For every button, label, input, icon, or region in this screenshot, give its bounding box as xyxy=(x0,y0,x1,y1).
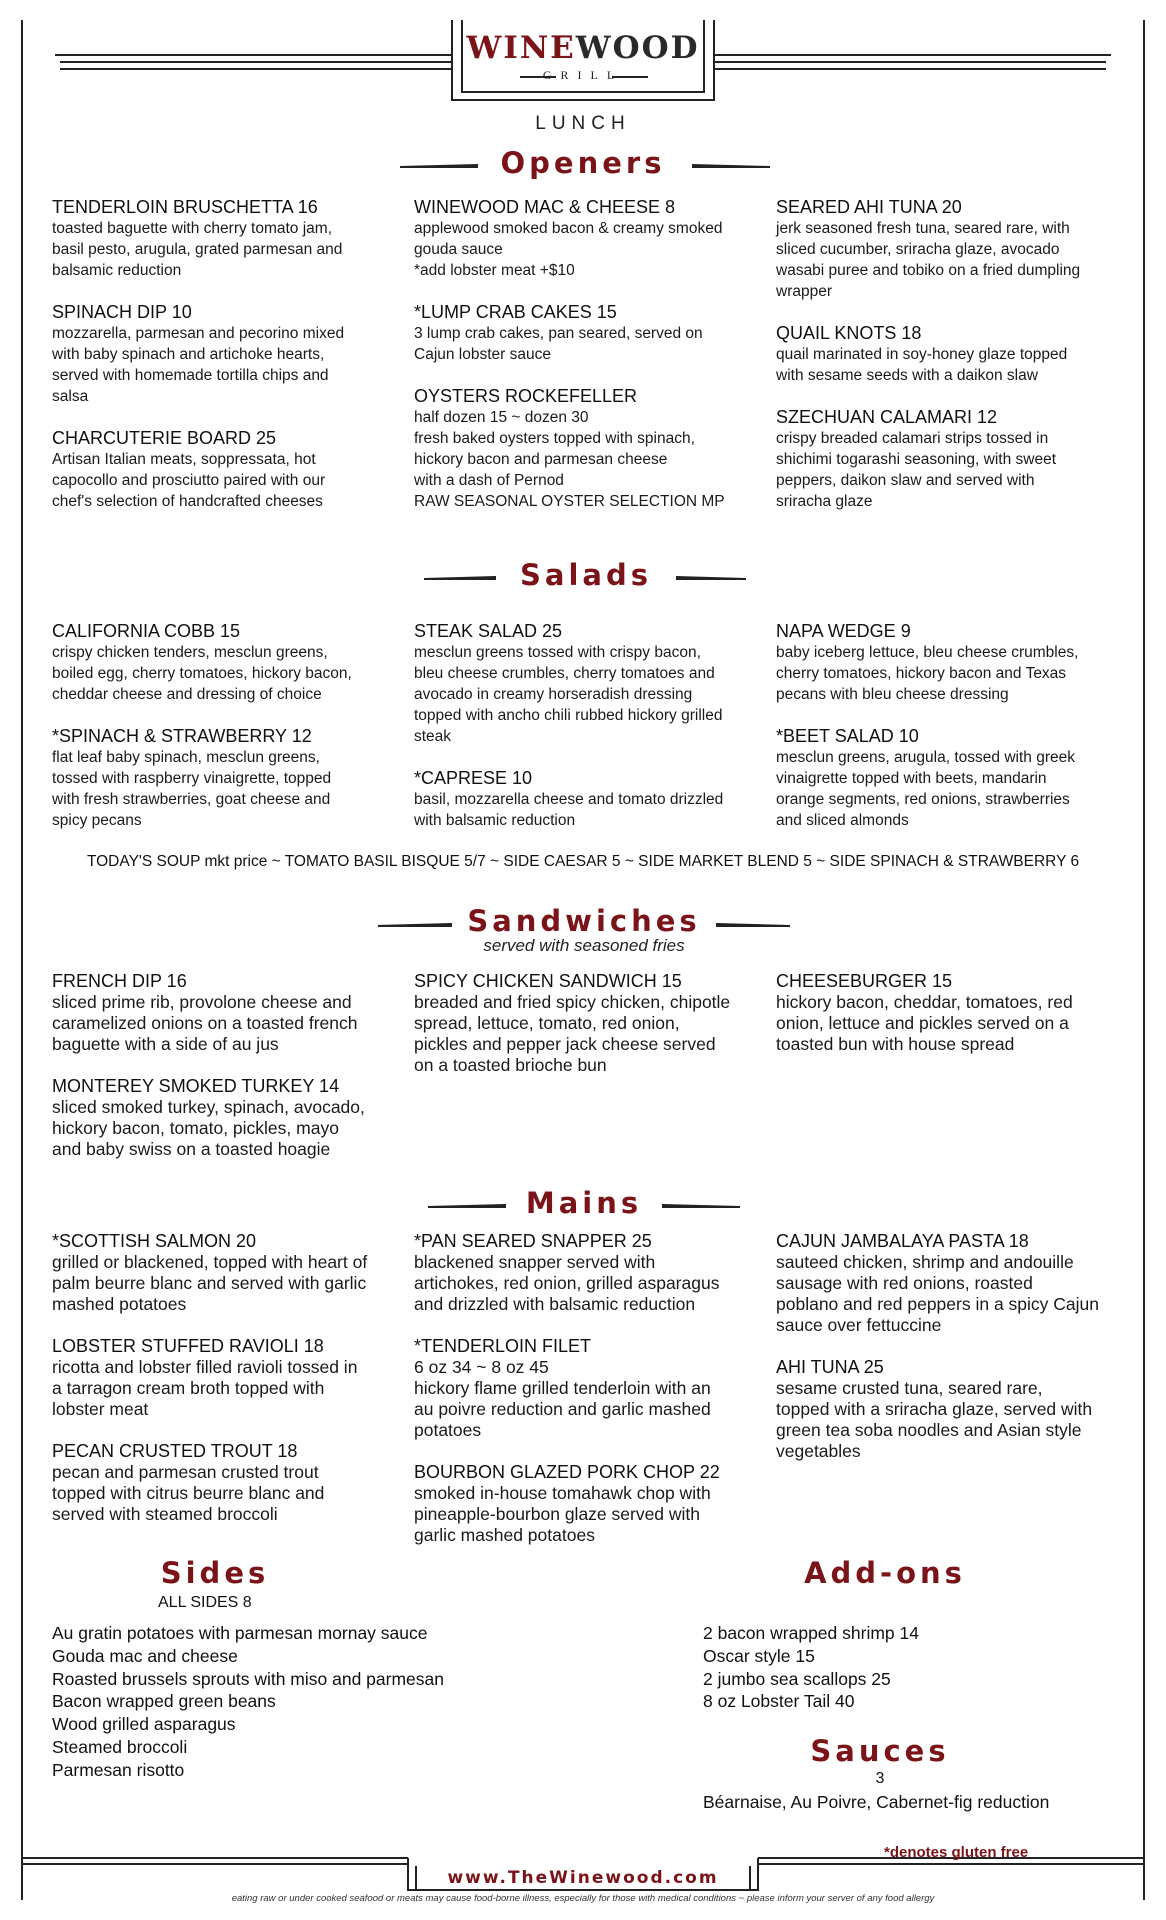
sauces-price: 3 xyxy=(875,1770,885,1787)
menu-item-name: QUAIL KNOTS 18 xyxy=(776,323,922,343)
menu-item-description-line: sliced smoked turkey, spinach, avocado, xyxy=(52,1097,365,1117)
section-sides xyxy=(150,1556,280,1590)
section-title: Salads xyxy=(520,558,652,592)
menu-item-name: NAPA WEDGE 9 xyxy=(776,621,911,641)
menu-item-description-line: with fresh strawberries, goat cheese and xyxy=(52,791,331,808)
menu-item-name: AHI TUNA 25 xyxy=(776,1357,884,1377)
menu-item-name: CHARCUTERIE BOARD 25 xyxy=(52,428,277,448)
menu-item-name: PECAN CRUSTED TROUT 18 xyxy=(52,1441,298,1461)
menu-item-description-line: boiled egg, cherry tomatoes, hickory bacon, xyxy=(52,665,352,682)
menu-item-name: CAJUN JAMBALAYA PASTA 18 xyxy=(776,1231,1029,1251)
section-title: Sandwiches xyxy=(467,904,701,938)
menu-item-description-line: and baby swiss on a toasted hoagie xyxy=(52,1139,331,1159)
menu-item xyxy=(776,620,1116,705)
menu-item-name: SEARED AHI TUNA 20 xyxy=(776,197,962,217)
menu-item-description-line: baguette with a side of au jus xyxy=(52,1034,279,1054)
menu-item-name: SPICY CHICKEN SANDWICH 15 xyxy=(414,971,682,991)
menu-item-description-line: topped with ancho chili rubbed hickory grilled xyxy=(414,707,723,724)
section-title: Mains xyxy=(525,1186,643,1220)
menu-item-name: CALIFORNIA COBB 15 xyxy=(52,621,241,641)
menu-item-description-line: shichimi togarashi seasoning, with sweet xyxy=(776,451,1056,468)
menu-item-description-line: onion, lettuce and pickles served on a xyxy=(776,1013,1069,1033)
mains-col-3 xyxy=(776,1230,1126,1482)
menu-item-description-line: cheddar cheese and dressing of choice xyxy=(52,686,322,703)
menu-item-name: BOURBON GLAZED PORK CHOP 22 xyxy=(414,1462,720,1482)
menu-item xyxy=(414,1461,764,1546)
menu-item xyxy=(52,196,392,281)
menu-item-description-line: palm beurre blanc and served with garlic xyxy=(52,1273,367,1293)
section-title: Sauces xyxy=(810,1734,950,1768)
menu-item xyxy=(52,620,392,705)
salads-col-3 xyxy=(776,620,1116,851)
menu-item-description-line: cherry tomatoes, hickory bacon and Texas xyxy=(776,665,1067,682)
list-item: Au gratin potatoes with parmesan mornay sauce xyxy=(52,1623,428,1643)
menu-item xyxy=(414,1335,764,1441)
section-title: Sides xyxy=(160,1556,270,1590)
menu-item-description-line: bleu cheese crumbles, cherry tomatoes and xyxy=(414,665,715,682)
menu-item xyxy=(414,620,754,747)
menu-item-description-line: pickles and pepper jack cheese served xyxy=(414,1034,716,1054)
menu-item-description-line: mashed potatoes xyxy=(52,1294,187,1314)
menu-item-description-line: fresh baked oysters topped with spinach, xyxy=(414,430,695,447)
menu-item-description-line: pecan and parmesan crusted trout xyxy=(52,1462,319,1482)
menu-item-description-line: topped with a sriracha glaze, served with xyxy=(776,1399,1093,1419)
menu-item-description-line: RAW SEASONAL OYSTER SELECTION MP xyxy=(414,493,725,510)
menu-item-description-line: Artisan Italian meats, soppressata, hot xyxy=(52,451,316,468)
menu-item-name: LOBSTER STUFFED RAVIOLI 18 xyxy=(52,1336,324,1356)
menu-item-description-line: pineapple-bourbon glaze served with xyxy=(414,1504,701,1524)
menu-item-description-line: sauce over fettuccine xyxy=(776,1315,942,1335)
mains-col-1 xyxy=(52,1230,402,1545)
list-item: Gouda mac and cheese xyxy=(52,1645,238,1666)
menu-item-description-line: mozzarella, parmesan and pecorino mixed xyxy=(52,325,345,342)
section-sandwiches xyxy=(452,904,716,956)
menu-item-name: *CAPRESE 10 xyxy=(414,768,533,788)
menu-title: LUNCH xyxy=(535,113,631,134)
mains-col-2 xyxy=(414,1230,764,1566)
menu-item xyxy=(52,1440,402,1525)
list-item: 2 bacon wrapped shrimp 14 xyxy=(703,1623,919,1643)
menu-item-description-line: sliced prime rib, provolone cheese and xyxy=(52,992,352,1012)
menu-item-description-line: garlic mashed potatoes xyxy=(414,1525,595,1545)
menu-item xyxy=(776,1230,1126,1336)
section-title: Openers xyxy=(500,146,666,180)
menu-item-description-line: with sesame seeds with a daikon slaw xyxy=(776,367,1038,384)
menu-item-description-line: flat leaf baby spinach, mesclun greens, xyxy=(52,749,320,766)
menu-item-name: CHEESEBURGER 15 xyxy=(776,971,953,991)
menu-item-name: *LUMP CRAB CAKES 15 xyxy=(414,302,617,322)
menu-item xyxy=(52,1335,402,1420)
menu-item-description-line: caramelized onions on a toasted french xyxy=(52,1013,358,1033)
salads-col-1 xyxy=(52,620,392,851)
menu-item-description-line: and sliced almonds xyxy=(776,812,909,829)
menu-item-description-line: vinaigrette topped with beets, mandarin xyxy=(776,770,1047,787)
list-item: 2 jumbo sea scallops 25 xyxy=(703,1668,891,1689)
menu-item-description-line: wrapper xyxy=(776,283,832,300)
menu-item-description-line: green tea soba noodles and Asian style xyxy=(776,1420,1082,1440)
menu-item-description-line: artichokes, red onion, grilled asparagus xyxy=(414,1273,720,1293)
menu-item-description-line: with balsamic reduction xyxy=(414,812,576,829)
menu-item-description-line: au poivre reduction and garlic mashed xyxy=(414,1399,711,1419)
menu-item-name: SPINACH DIP 10 xyxy=(52,302,192,322)
website-link[interactable]: www.TheWinewood.com xyxy=(447,1868,719,1888)
openers-col-1 xyxy=(52,196,392,532)
menu-item-description-line: served with homemade tortilla chips and xyxy=(52,367,329,384)
menu-item-name: OYSTERS ROCKEFELLER xyxy=(414,386,638,406)
food-safety-disclaimer: eating raw or under cooked seafood or meats may cause food-borne illness, especially for those with medical conditions ~ please inform your server of any food allergy xyxy=(231,1893,935,1904)
list-item: Oscar style 15 xyxy=(703,1645,815,1666)
list-item: Roasted brussels sprouts with miso and parmesan xyxy=(52,1668,444,1689)
menu-item-description-line: capocollo and prosciutto paired with our xyxy=(52,472,326,489)
menu-item-description-line: ricotta and lobster filled ravioli tossed in xyxy=(52,1357,358,1377)
menu-item-description-line: 6 oz 34 ~ 8 oz 45 xyxy=(414,1357,549,1377)
menu-item xyxy=(776,406,1116,512)
menu-item xyxy=(776,322,1116,386)
menu-item-description-line: tossed with raspberry vinaigrette, topped xyxy=(52,770,332,787)
section-subtitle: served with seasoned fries xyxy=(483,936,685,955)
menu-item-description-line: hickory bacon, cheddar, tomatoes, red xyxy=(776,992,1073,1012)
sauces-list: Béarnaise, Au Poivre, Cabernet-fig reduction xyxy=(703,1792,1050,1812)
menu-item xyxy=(776,196,1116,302)
logo-wordmark xyxy=(462,30,704,66)
menu-item-description-line: peppers, daikon slaw and served with xyxy=(776,472,1035,489)
sides-list xyxy=(52,1622,444,1782)
openers-col-2 xyxy=(414,196,754,532)
menu-item xyxy=(52,1230,402,1315)
menu-item-description-line: pecans with bleu cheese dressing xyxy=(776,686,1009,703)
menu-item xyxy=(414,767,754,831)
gluten-free-note: *denotes gluten free xyxy=(884,1844,1029,1861)
section-addons xyxy=(790,1556,980,1590)
menu-item xyxy=(52,970,402,1055)
menu-item xyxy=(414,1230,764,1315)
menu-item-description-line: basil, mozzarella cheese and tomato drizzled xyxy=(414,791,724,808)
menu-item-name: FRENCH DIP 16 xyxy=(52,971,187,991)
logo-word-wood: WOOD xyxy=(575,30,700,66)
menu-item xyxy=(414,970,764,1076)
menu-item xyxy=(414,301,754,365)
menu-item-name: *SPINACH & STRAWBERRY 12 xyxy=(52,726,312,746)
menu-item xyxy=(776,1356,1126,1462)
menu-item-name: WINEWOOD MAC & CHEESE 8 xyxy=(414,197,676,217)
menu-item-description-line: quail marinated in soy-honey glaze topped xyxy=(776,346,1068,363)
menu-item xyxy=(52,725,392,831)
menu-item-name: MONTEREY SMOKED TURKEY 14 xyxy=(52,1076,340,1096)
menu-item-description-line: orange segments, red onions, strawberries xyxy=(776,791,1070,808)
menu-item-description-line: *add lobster meat +$10 xyxy=(414,262,575,279)
addons-list xyxy=(703,1622,919,1713)
menu-item-description-line: hickory bacon, tomato, pickles, mayo xyxy=(52,1118,339,1138)
section-mains xyxy=(506,1186,662,1220)
menu-item-description-line: smoked in-house tomahawk chop with xyxy=(414,1483,711,1503)
menu-item-name: *SCOTTISH SALMON 20 xyxy=(52,1231,257,1251)
list-item: Bacon wrapped green beans xyxy=(52,1691,276,1712)
list-item: Steamed broccoli xyxy=(52,1736,188,1757)
menu-item-description-line: chef's selection of handcrafted cheeses xyxy=(52,493,323,510)
menu-item-description-line: blackened snapper served with xyxy=(414,1252,656,1272)
list-item: Wood grilled asparagus xyxy=(52,1714,236,1735)
menu-item-description-line: hickory bacon and parmesan cheese xyxy=(414,451,668,468)
soup-and-side-salads: TODAY'S SOUP mkt price ~ TOMATO BASIL BISQUE 5/7 ~ SIDE CAESAR 5 ~ SIDE MARKET BLEND 5 ~ SIDE SPINACH & STRAWBERRY 6 xyxy=(86,853,1080,870)
menu-item-name: TENDERLOIN BRUSCHETTA 16 xyxy=(52,197,318,217)
menu-item-description-line: Cajun lobster sauce xyxy=(414,346,551,363)
menu-item-description-line: avocado in creamy horseradish dressing xyxy=(414,686,693,703)
menu-item-name: *TENDERLOIN FILET xyxy=(414,1336,592,1356)
menu-item-description-line: toasted bun with house spread xyxy=(776,1034,1015,1054)
menu-item-description-line: half dozen 15 ~ dozen 30 xyxy=(414,409,589,426)
salads-col-2 xyxy=(414,620,754,851)
logo-subtitle: GRILL xyxy=(542,68,624,82)
menu-item-description-line: gouda sauce xyxy=(414,241,503,258)
menu-item-description-line: sausage with red onions, roasted xyxy=(776,1273,1033,1293)
menu-item-description-line: vegetables xyxy=(776,1441,861,1461)
menu-item-description-line: lobster meat xyxy=(52,1399,149,1419)
menu-item xyxy=(52,427,392,512)
section-sauces xyxy=(800,1734,960,1768)
menu-item-description-line: sliced cucumber, sriracha glaze, avocado xyxy=(776,241,1060,258)
openers-col-3 xyxy=(776,196,1116,532)
menu-item-description-line: basil pesto, arugula, grated parmesan and xyxy=(52,241,343,258)
sandwiches-col-2 xyxy=(414,970,764,1096)
menu-item-description-line: wasabi puree and tobiko on a fried dumpling xyxy=(776,262,1081,279)
menu-item-description-line: crispy breaded calamari strips tossed in xyxy=(776,430,1049,447)
menu-item xyxy=(52,301,392,407)
logo-word-wine: WINE xyxy=(466,30,576,66)
restaurant-logo xyxy=(462,30,704,83)
menu-item-description-line: served with steamed broccoli xyxy=(52,1504,278,1524)
menu-item-description-line: jerk seasoned fresh tuna, seared rare, with xyxy=(776,220,1070,237)
menu-item-description-line: balsamic reduction xyxy=(52,262,182,279)
menu-item-description-line: poblano and red peppers in a spicy Cajun xyxy=(776,1294,1099,1314)
menu-item-description-line: steak xyxy=(414,728,452,745)
menu-item-description-line: baby iceberg lettuce, bleu cheese crumbles, xyxy=(776,644,1079,661)
section-salads xyxy=(496,558,676,592)
menu-item-description-line: hickory flame grilled tenderloin with an xyxy=(414,1378,711,1398)
all-sides-price: ALL SIDES 8 xyxy=(158,1594,252,1611)
menu-item-description-line: breaded and fried spicy chicken, chipotle xyxy=(414,992,731,1012)
list-item: 8 oz Lobster Tail 40 xyxy=(703,1691,855,1712)
menu-item-description-line: 3 lump crab cakes, pan seared, served on xyxy=(414,325,703,342)
menu-item-name: *PAN SEARED SNAPPER 25 xyxy=(414,1231,652,1251)
menu-item-description-line: spicy pecans xyxy=(52,812,142,829)
menu-item xyxy=(414,385,754,512)
section-title: Add-ons xyxy=(804,1556,966,1590)
menu-item-description-line: and drizzled with balsamic reduction xyxy=(414,1294,696,1314)
menu-item-name: STEAK SALAD 25 xyxy=(414,621,563,641)
menu-item-description-line: grilled or blackened, topped with heart of xyxy=(52,1252,368,1272)
menu-item xyxy=(776,970,1126,1055)
menu-item-description-line: spread, lettuce, tomato, red onion, xyxy=(414,1013,680,1033)
menu-item-description-line: applewood smoked bacon & creamy smoked xyxy=(414,220,723,237)
menu-item-description-line: a tarragon cream broth topped with xyxy=(52,1378,325,1398)
menu-item-description-line: potatoes xyxy=(414,1420,482,1440)
list-item: Parmesan risotto xyxy=(52,1759,185,1780)
menu-item-description-line: topped with citrus beurre blanc and xyxy=(52,1483,325,1503)
menu-item xyxy=(776,725,1116,831)
sandwiches-col-3 xyxy=(776,970,1126,1075)
sandwiches-col-1 xyxy=(52,970,402,1180)
menu-item xyxy=(414,196,754,281)
menu-item-description-line: toasted baguette with cherry tomato jam, xyxy=(52,220,333,237)
menu-item-name: *BEET SALAD 10 xyxy=(776,726,919,746)
menu-item-description-line: mesclun greens, arugula, tossed with greek xyxy=(776,749,1075,766)
menu-item-description-line: salsa xyxy=(52,388,89,405)
menu-item-description-line: mesclun greens tossed with crispy bacon, xyxy=(414,644,701,661)
menu-item-description-line: on a toasted brioche bun xyxy=(414,1055,607,1075)
section-openers xyxy=(483,146,683,180)
menu-item-description-line: with a dash of Pernod xyxy=(414,472,564,489)
menu-item-description-line: crispy chicken tenders, mesclun greens, xyxy=(52,644,328,661)
menu-item-description-line: sriracha glaze xyxy=(776,493,873,510)
menu-item xyxy=(52,1075,402,1160)
menu-item-description-line: sesame crusted tuna, seared rare, xyxy=(776,1378,1043,1398)
menu-item-name: SZECHUAN CALAMARI 12 xyxy=(776,407,998,427)
menu-item-description-line: sauteed chicken, shrimp and andouille xyxy=(776,1252,1074,1272)
menu-item-description-line: with baby spinach and artichoke hearts, xyxy=(52,346,325,363)
